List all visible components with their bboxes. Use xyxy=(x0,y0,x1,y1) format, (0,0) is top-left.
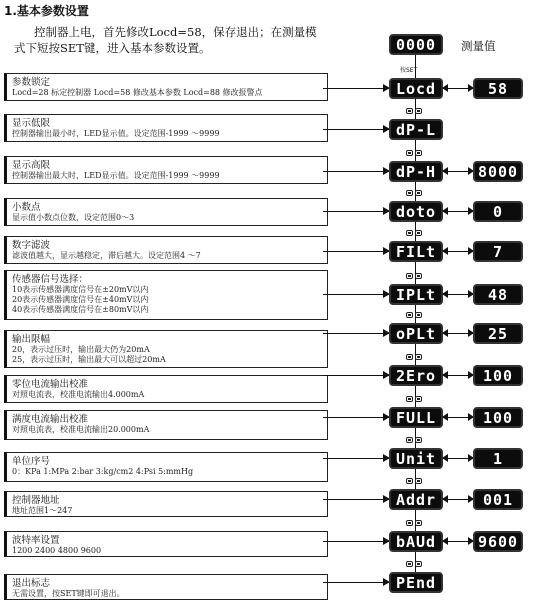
param-value-display[interactable] xyxy=(473,323,523,344)
param-value-display[interactable] xyxy=(473,284,523,305)
param-code-text: FILt xyxy=(395,242,437,261)
down-button-icon xyxy=(415,354,422,360)
param-title: 零位电流输出校准 xyxy=(12,379,89,390)
param-desc: 20表示传感器满度信号在±40mV以内 xyxy=(12,295,149,304)
param-desc: 1200 2400 4800 9600 xyxy=(12,546,102,555)
measure-label: 测量值 xyxy=(461,39,496,53)
param-desc: 10表示传感器满度信号在±20mV以内 xyxy=(12,285,149,294)
param-desc: 控制器输出最小时，LED显示值。设定范围-1999 ～9999 xyxy=(12,129,220,138)
param-code-text: dP-H xyxy=(395,162,437,181)
double-arrow xyxy=(443,251,473,252)
param-value-text: 7 xyxy=(492,242,504,261)
param-value-text: 100 xyxy=(482,408,514,427)
param-code-text: dP-L xyxy=(395,120,437,139)
set-down-button-icons xyxy=(406,108,422,115)
param-desc: 对照电流表，校准电流输出20.000mA xyxy=(12,425,150,434)
param-title: 退出标志 xyxy=(12,578,51,589)
param-code-display[interactable] xyxy=(389,489,443,510)
param-box xyxy=(4,531,328,557)
connector-arrow xyxy=(323,251,389,252)
set-button-icon xyxy=(406,520,413,526)
param-desc: 显示值小数点位数，设定范围0～3 xyxy=(12,213,135,222)
down-button-icon xyxy=(415,520,422,526)
measure-display xyxy=(389,34,443,55)
param-value-display[interactable] xyxy=(473,531,523,552)
param-title: 小数点 xyxy=(12,202,41,213)
param-box xyxy=(4,114,328,142)
param-box xyxy=(4,330,328,368)
param-box xyxy=(4,198,328,226)
param-box xyxy=(4,574,328,600)
param-value-text: 48 xyxy=(487,285,509,304)
set-button-icon xyxy=(406,108,413,114)
param-box xyxy=(4,375,328,403)
set-down-button-icons xyxy=(406,230,422,237)
param-code-display[interactable] xyxy=(389,572,443,593)
down-button-icon xyxy=(415,561,422,567)
down-button-icon xyxy=(415,396,422,402)
set-down-button-icons xyxy=(406,354,422,361)
down-button-icon xyxy=(415,312,422,318)
param-value-display[interactable] xyxy=(473,365,523,386)
connector-arrow xyxy=(323,171,389,172)
double-arrow xyxy=(443,294,473,295)
set-button-icon xyxy=(406,150,413,156)
param-value-text: 58 xyxy=(487,79,509,98)
down-button-icon xyxy=(415,478,422,484)
param-value-display[interactable] xyxy=(473,407,523,428)
param-desc: 20，表示过压时，输出最大仍为20mA xyxy=(12,345,150,354)
down-button-icon xyxy=(415,230,422,236)
double-arrow xyxy=(443,458,473,459)
double-arrow xyxy=(443,171,473,172)
param-code-text: PEnd xyxy=(395,573,437,592)
param-code-text: Addr xyxy=(395,490,437,509)
param-code-display[interactable] xyxy=(389,284,443,305)
param-desc: Locd=28 标定控制器 Locd=58 修改基本参数 Locd=88 修改报警点 xyxy=(12,88,263,97)
connector-arrow xyxy=(323,294,389,295)
double-arrow xyxy=(443,541,473,542)
double-arrow xyxy=(443,417,473,418)
param-value-display[interactable] xyxy=(473,78,523,99)
set-button-icon xyxy=(406,396,413,402)
set-down-button-icons xyxy=(406,561,422,568)
param-box xyxy=(4,491,328,517)
param-code-text: Unit xyxy=(395,449,437,468)
param-box xyxy=(4,73,328,101)
set-button-icon xyxy=(406,312,413,318)
double-arrow xyxy=(443,333,473,334)
param-code-display[interactable] xyxy=(389,448,443,469)
measure-display-text: 0000 xyxy=(395,35,437,54)
param-code-display[interactable] xyxy=(389,119,443,140)
param-title: 输出限幅 xyxy=(12,334,51,345)
param-desc: 25，表示过压时，输出最大可以超过20mA xyxy=(12,355,166,364)
param-title: 传感器信号选择： xyxy=(12,274,89,285)
down-button-icon xyxy=(415,108,422,114)
param-title: 显示低限 xyxy=(12,118,51,129)
param-value-display[interactable] xyxy=(473,489,523,510)
set-button-icon xyxy=(406,478,413,484)
connector-arrow xyxy=(323,417,389,418)
param-value-text: 8000 xyxy=(477,162,519,181)
param-code-display[interactable] xyxy=(389,365,443,386)
param-title: 满度电流输出校准 xyxy=(12,414,89,425)
param-box xyxy=(4,270,328,320)
double-arrow xyxy=(443,499,473,500)
param-value-text: 100 xyxy=(482,366,514,385)
param-desc: 地址范围1～247 xyxy=(12,506,73,515)
param-value-text: 25 xyxy=(487,324,509,343)
param-desc: 滤波值越大，显示越稳定，滞后越大。设定范围4 ～7 xyxy=(12,251,201,260)
param-title: 波特率设置 xyxy=(12,535,60,546)
param-desc: 40表示传感器满度信号在±80mV以内 xyxy=(12,305,149,314)
set-down-button-icons xyxy=(406,150,422,157)
param-code-display[interactable] xyxy=(389,531,443,552)
double-arrow xyxy=(443,375,473,376)
connector-arrow xyxy=(323,582,389,583)
connector-arrow xyxy=(323,458,389,459)
param-title: 参数锁定 xyxy=(12,77,51,88)
set-button-icon xyxy=(406,561,413,567)
set-button-icon xyxy=(406,230,413,236)
intro-text: 控制器上电，首先修改Locd=58，保存退出；在测量模 式下短按SET键，进入基本参数设置。 xyxy=(14,25,317,55)
param-code-display[interactable] xyxy=(389,161,443,182)
param-desc: 对照电流表，校准电流输出4.000mA xyxy=(12,390,145,399)
param-code-text: IPLt xyxy=(395,285,437,304)
param-box xyxy=(4,236,328,264)
param-code-text: Locd xyxy=(395,79,437,98)
param-value-display[interactable] xyxy=(473,448,523,469)
connector-arrow xyxy=(323,129,389,130)
set-down-button-icons xyxy=(406,190,422,197)
set-down-button-icons xyxy=(406,437,422,444)
connector-arrow xyxy=(323,88,389,89)
section-title: 1.基本参数设置 xyxy=(4,4,89,18)
set-down-button-icons xyxy=(406,478,422,485)
param-code-text: bAUd xyxy=(395,532,437,551)
param-title: 显示高限 xyxy=(12,160,51,171)
down-button-icon xyxy=(415,437,422,443)
param-value-text: 9600 xyxy=(477,532,519,551)
param-value-display[interactable] xyxy=(473,161,523,182)
param-value-text: 1 xyxy=(492,449,504,468)
param-desc: 无需设置，按SET键即可退出。 xyxy=(12,589,125,598)
param-desc: 控制器输出最大时，LED显示值。设定范围-1999 ～9999 xyxy=(12,171,220,180)
param-code-display[interactable] xyxy=(389,201,443,222)
param-value-display[interactable] xyxy=(473,201,523,222)
param-desc: 0：KPa 1:MPa 2:bar 3:kg/cm2 4:Psi 5:mmHg xyxy=(12,467,194,476)
param-code-text: 2Ero xyxy=(395,366,437,385)
down-button-icon xyxy=(415,150,422,156)
param-title: 数字滤波 xyxy=(12,240,51,251)
set-badge: 按SET xyxy=(400,67,418,74)
set-button-icon xyxy=(406,437,413,443)
param-code-display[interactable] xyxy=(389,241,443,262)
param-title: 控制器地址 xyxy=(12,495,60,506)
double-arrow xyxy=(443,88,473,89)
param-box xyxy=(4,410,328,440)
param-value-text: 0 xyxy=(492,202,504,221)
connector-arrow xyxy=(323,375,389,376)
set-down-button-icons xyxy=(406,273,422,280)
set-button-icon xyxy=(406,190,413,196)
param-box xyxy=(4,156,328,184)
down-button-icon xyxy=(415,190,422,196)
down-button-icon xyxy=(415,273,422,279)
param-box xyxy=(4,452,328,482)
connector-arrow xyxy=(323,541,389,542)
param-value-display[interactable] xyxy=(473,241,523,262)
param-title: 单位序号 xyxy=(12,456,51,467)
set-down-button-icons xyxy=(406,520,422,527)
set-down-button-icons xyxy=(406,396,422,403)
param-code-display[interactable] xyxy=(389,78,443,99)
double-arrow xyxy=(443,211,473,212)
param-code-text: FULL xyxy=(395,408,437,427)
connector-arrow xyxy=(323,211,389,212)
param-code-text: oPLt xyxy=(395,324,437,343)
connector-arrow xyxy=(323,499,389,500)
set-button-icon xyxy=(406,273,413,279)
set-down-button-icons xyxy=(406,312,422,319)
param-code-display[interactable] xyxy=(389,407,443,428)
set-button-icon xyxy=(406,354,413,360)
param-value-text: 001 xyxy=(482,490,514,509)
param-code-text: doto xyxy=(395,202,437,221)
connector-arrow xyxy=(323,333,389,334)
param-code-display[interactable] xyxy=(389,323,443,344)
